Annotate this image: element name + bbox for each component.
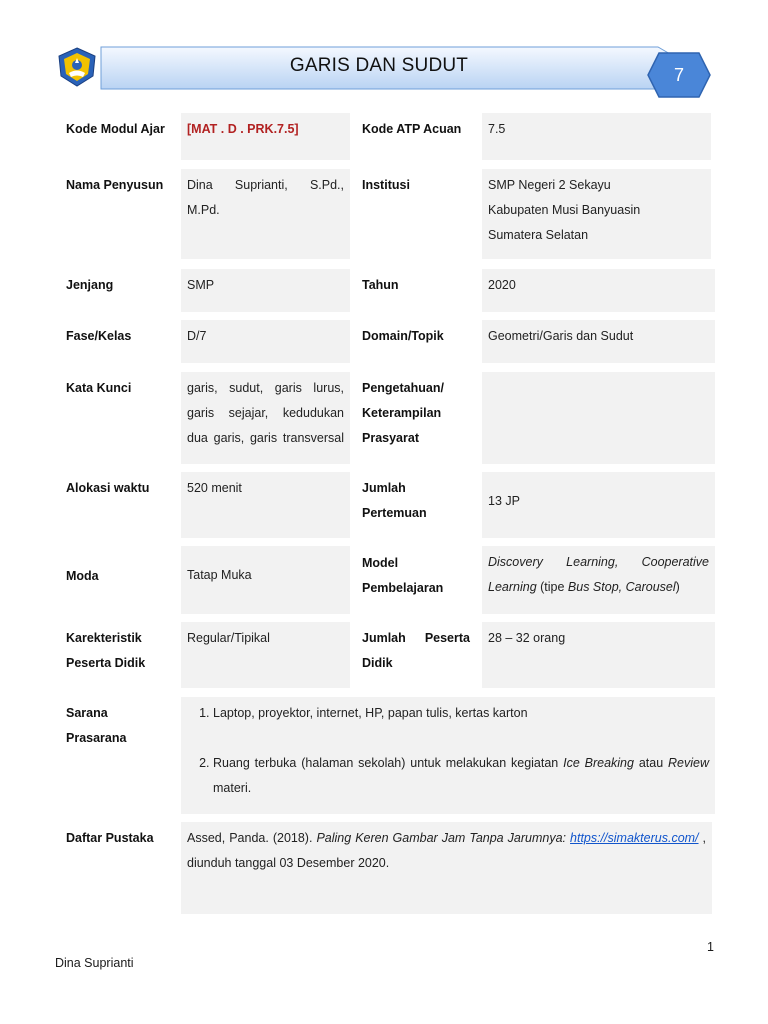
footer-author: Dina Suprianti [55, 956, 134, 970]
institusi-line-1: SMP Negeri 2 Sekayu [488, 178, 611, 192]
kode-modul-value: [MAT . D . PRK.7.5] [187, 122, 299, 136]
kode-atp-label: Kode ATP Acuan [362, 122, 462, 136]
sarana-prasarana-label [66, 701, 126, 751]
kode-modul-cell [181, 113, 350, 160]
page-title: GARIS DAN SUDUT [289, 55, 469, 76]
model-line-1: Model [362, 556, 399, 570]
model-value-line-2 [488, 575, 709, 600]
domain-topik-value: Geometri/Garis dan Sudut [482, 320, 715, 363]
pustaka-title: Paling Keren Gambar Jam Tanpa Jarumnya: [316, 831, 566, 845]
kata-line-2: garis sejajar, kedudukan [187, 406, 344, 420]
nama-line-2: M.Pd. [187, 203, 220, 217]
kode-modul-label: Kode Modul Ajar [66, 122, 165, 136]
prasyarat-line-1: Pengetahuan/ [362, 381, 444, 395]
model-pembelajaran-cell [482, 546, 715, 614]
jumlah-pertemuan-value: 13 JP [482, 472, 715, 538]
jumlah-peserta-label [362, 626, 470, 676]
karakteristik-line-1: Karekteristik [66, 631, 142, 645]
alokasi-waktu-value: 520 menit [181, 472, 350, 538]
daftar-pustaka-cell [181, 822, 712, 914]
jenjang-label: Jenjang [66, 278, 114, 292]
alokasi-waktu-label: Alokasi waktu [66, 481, 150, 495]
institusi-line-3: Sumatera Selatan [488, 228, 589, 242]
sarana-list [187, 701, 709, 801]
tut-wuri-handayani-logo [55, 46, 99, 88]
karakteristik-line-2: Peserta Didik [66, 656, 146, 670]
page-number: 1 [707, 940, 714, 954]
model-tipe-names: Bus Stop, Carousel [567, 580, 676, 594]
prasyarat-line-2: Keterampilan [362, 406, 442, 420]
materi-text: materi. [213, 781, 252, 795]
model-tipe-text: (tipe [536, 580, 568, 594]
prasyarat-label [362, 376, 444, 451]
sarana-prasarana-cell [181, 697, 715, 814]
sarana-line-1: Sarana [66, 706, 108, 720]
institusi-cell [482, 169, 711, 259]
institusi-label: Institusi [362, 178, 410, 192]
pustaka-link[interactable]: https://simakterus.com/ [570, 831, 699, 845]
kata-line-1: garis, sudut, garis lurus, [187, 381, 344, 395]
kata-kunci-label: Kata Kunci [66, 381, 132, 395]
jumlah-peserta-value: 28 – 32 orang [482, 622, 715, 688]
sarana-item-2 [213, 751, 709, 801]
atau-text: atau [633, 756, 668, 770]
jumlah-pertemuan-line-2: Pertemuan [362, 506, 427, 520]
tahun-label: Tahun [362, 278, 399, 292]
prasyarat-value [482, 372, 715, 464]
nama-line-1: Dina Suprianti, S.Pd., [187, 178, 344, 192]
module-number: 7 [673, 64, 684, 85]
moda-label: Moda [66, 569, 99, 583]
kata-kunci-cell [181, 372, 350, 464]
nama-penyusun-cell [181, 169, 350, 259]
model-line-2: Pembelajaran [362, 581, 444, 595]
jumlah-pertemuan-line-1: Jumlah [362, 481, 406, 495]
kata-line-3: dua garis, garis transversal [187, 431, 344, 445]
daftar-pustaka-label: Daftar Pustaka [66, 831, 154, 845]
prasyarat-line-3: Prasyarat [362, 431, 419, 445]
karakteristik-label [66, 626, 145, 676]
pustaka-author: Assed, Panda. (2018). [187, 831, 317, 845]
jumlah-peserta-line-1: Jumlah Peserta [362, 631, 470, 645]
karakteristik-value: Regular/Tipikal [181, 622, 350, 688]
sarana-line-2: Prasarana [66, 731, 127, 745]
nama-penyusun-label: Nama Penyusun [66, 178, 164, 192]
review-text: Review [668, 756, 709, 770]
jumlah-pertemuan-label [362, 476, 427, 526]
model-pembelajaran-label [362, 551, 443, 601]
model-learning-text: Learning [488, 580, 537, 594]
pustaka-accessed: , diunduh tanggal 03 Desember 2020. [187, 831, 707, 870]
model-close-paren: ) [675, 580, 680, 594]
fase-kelas-value: D/7 [181, 320, 350, 363]
moda-value: Tatap Muka [181, 546, 350, 614]
jumlah-peserta-line-2: Didik [362, 656, 393, 670]
jenjang-value: SMP [181, 269, 350, 312]
tahun-value: 2020 [482, 269, 715, 312]
domain-topik-label: Domain/Topik [362, 329, 444, 343]
sarana-item-1: 1. Laptop, proyektor, internet, HP, papan tulis, kertas karton [213, 701, 709, 726]
ice-breaking-text: Ice Breaking [563, 756, 634, 770]
institusi-line-2: Kabupaten Musi Banyuasin [488, 203, 641, 217]
sarana-item-2-text: Ruang terbuka (halaman sekolah) untuk melakukan kegiatan [213, 756, 564, 770]
kode-atp-value: 7.5 [482, 113, 711, 160]
fase-kelas-label: Fase/Kelas [66, 329, 132, 343]
model-value-line-1: Discovery Learning, Cooperative [488, 555, 709, 569]
